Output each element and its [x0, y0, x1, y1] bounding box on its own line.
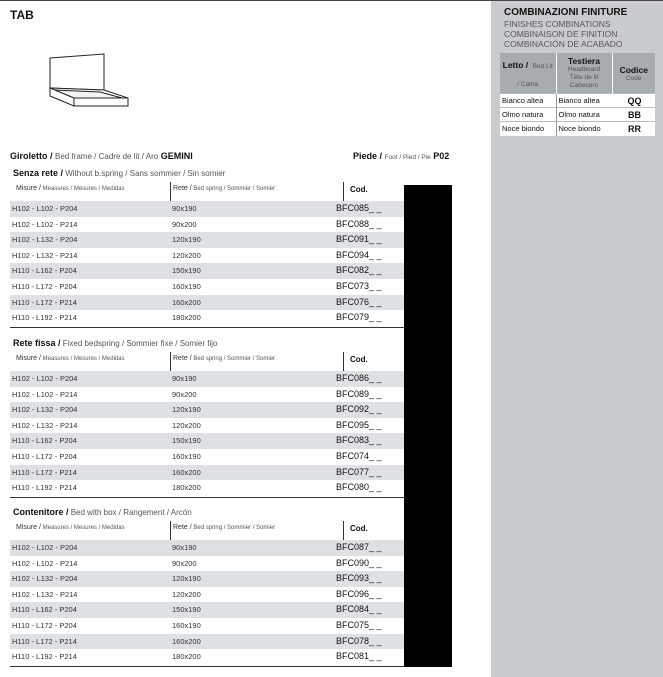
measure-cell: H102 - L102 - P204 [12, 204, 78, 213]
measure-cell: H110 - L192 - P214 [12, 313, 77, 323]
spring-cell: 120x200 [172, 589, 201, 599]
measure-cell: H102 - L102 - P214 [12, 558, 78, 568]
spring-cell: 150x190 [172, 436, 201, 446]
measure-cell: H102 - L132 - P214 [12, 589, 78, 599]
column-header: Cod. [350, 185, 368, 194]
section-rows [10, 201, 404, 326]
measure-cell: H102 - L102 - P204 [12, 543, 78, 552]
spring-cell: 90x190 [172, 543, 197, 552]
spring-cell: 160x190 [172, 620, 201, 630]
table-row [10, 602, 404, 618]
table-row [10, 263, 404, 279]
code-cell: BFC086_ _ [336, 373, 382, 383]
finishes-header [504, 7, 627, 49]
table-row [10, 618, 404, 634]
spring-cell: 120x190 [172, 574, 201, 584]
measure-cell: H110 - L172 - P204 [12, 451, 77, 461]
code-cell: BFC092_ _ [336, 404, 382, 415]
code-cell: BFC082_ _ [336, 265, 382, 276]
code-cell: BFC073_ _ [336, 280, 382, 291]
table-row [10, 556, 404, 572]
section-rows [10, 540, 404, 665]
spring-cell: 120x190 [172, 405, 201, 415]
spring-cell: 180x200 [172, 652, 201, 662]
table-row [10, 634, 404, 650]
spring-cell: 120x200 [172, 250, 201, 260]
code-cell: BFC076_ _ [336, 296, 382, 307]
code-cell: BFC084_ _ [336, 604, 382, 615]
column-header: Misure / Measures / Mesures / Medidas [16, 185, 125, 192]
measure-cell: H110 - L172 - P214 [12, 636, 77, 646]
spring-cell: 180x200 [172, 483, 201, 493]
measure-cell: H102 - L132 - P204 [12, 574, 78, 584]
measure-cell: H102 - L102 - P204 [12, 374, 78, 383]
spring-cell: 160x200 [172, 297, 201, 307]
code-cell: BFC085_ _ [336, 203, 382, 213]
spring-cell: 160x200 [172, 467, 201, 477]
spring-cell: 90x200 [172, 558, 197, 568]
code-cell: BFC094_ _ [336, 249, 382, 260]
table-row [10, 371, 404, 387]
column-header: Rete / Bed spring / Sommier / Somier [173, 524, 276, 531]
spring-cell: 160x190 [172, 281, 201, 291]
measure-cell: H102 - L132 - P214 [12, 250, 78, 260]
table-row [10, 449, 404, 465]
bed-illustration [44, 52, 130, 124]
section-title: Rete fissa / Fixed bedspring / Sommier fixe / Somier fijo [13, 338, 218, 348]
table-row [10, 480, 404, 496]
section-title: Contenitore / Bed with box / Rangement / Arcón [13, 507, 192, 517]
table-row [10, 387, 404, 403]
section-bottom-rule [10, 666, 404, 667]
measure-cell: H102 - L102 - P214 [12, 389, 78, 399]
column-divider [170, 182, 171, 201]
column-divider [343, 352, 344, 371]
measure-cell: H110 - L172 - P204 [12, 281, 77, 291]
measure-cell: H102 - L132 - P204 [12, 235, 78, 245]
column-header: Misure / Measures / Mesures / Medidas [16, 524, 125, 531]
measure-cell: H110 - L162 - P204 [12, 436, 77, 446]
code-cell: BFC078_ _ [336, 635, 382, 646]
column-header: Rete / Bed spring / Sommier / Somier [173, 355, 276, 362]
codice-header: Codice Code [619, 64, 648, 82]
finish-row: Olmo natura Olmo natura BB [500, 108, 655, 122]
spring-cell: 120x190 [172, 235, 201, 245]
column-divider [343, 182, 344, 201]
column-divider [170, 521, 171, 540]
finishes-header-row [500, 53, 655, 94]
frame-heading: Giroletto / Bed frame / Cadre de lit / Aro GEMINI [10, 151, 193, 161]
code-cell: BFC088_ _ [336, 218, 382, 229]
code-cell: BFC075_ _ [336, 619, 382, 630]
spring-cell: 180x200 [172, 313, 201, 323]
code-cell: BFC081_ _ [336, 651, 382, 662]
measure-cell: H110 - L162 - P204 [12, 605, 77, 615]
finishes-panel [491, 1, 663, 677]
table-row [10, 310, 404, 326]
measure-cell: H110 - L192 - P214 [12, 483, 77, 493]
finishes-subtitle-fr: COMBINAISON DE FINITION [504, 29, 618, 39]
code-cell: BFC080_ _ [336, 482, 382, 493]
spring-cell: 150x190 [172, 266, 201, 276]
table-row [10, 279, 404, 295]
measure-cell: H102 - L102 - P214 [12, 219, 78, 229]
finishes-subtitle-es: COMBINACIÓN DE ACABADO [504, 39, 623, 49]
table-row [10, 217, 404, 233]
spring-cell: 120x200 [172, 420, 201, 430]
finishes-table [500, 53, 655, 136]
table-row [10, 201, 404, 217]
column-divider [343, 521, 344, 540]
code-cell: BFC079_ _ [336, 312, 382, 323]
measure-cell: H110 - L172 - P214 [12, 467, 77, 477]
code-cell: BFC087_ _ [336, 542, 382, 552]
measure-cell: H110 - L172 - P214 [12, 297, 77, 307]
section-table [10, 507, 404, 667]
finish-row: Bianco altea Bianco altea QQ [500, 94, 655, 108]
measure-cell: H102 - L132 - P204 [12, 405, 78, 415]
spring-cell: 90x190 [172, 204, 197, 213]
code-cell: BFC096_ _ [336, 588, 382, 599]
section-title: Senza rete / Without b.spring / Sans sommier / Sin somier [13, 168, 226, 178]
code-cell: BFC077_ _ [336, 466, 382, 477]
table-row [10, 571, 404, 587]
table-row [10, 433, 404, 449]
measure-cell: H102 - L132 - P214 [12, 420, 78, 430]
spring-cell: 90x200 [172, 219, 197, 229]
table-row [10, 418, 404, 434]
code-cell: BFC091_ _ [336, 234, 382, 245]
column-divider [170, 352, 171, 371]
code-cell: BFC093_ _ [336, 573, 382, 584]
measure-cell: H110 - L172 - P204 [12, 620, 77, 630]
table-row [10, 465, 404, 481]
spring-cell: 160x200 [172, 636, 201, 646]
spring-cell: 160x190 [172, 451, 201, 461]
table-row [10, 540, 404, 556]
spring-cell: 90x190 [172, 374, 197, 383]
column-header: Misure / Measures / Mesures / Medidas [16, 355, 125, 362]
section-bottom-rule [10, 497, 404, 498]
section-rows [10, 371, 404, 496]
page-title: TAB [10, 8, 34, 22]
color-strip [404, 185, 452, 667]
spring-cell: 90x200 [172, 389, 197, 399]
measure-cell: H110 - L162 - P204 [12, 266, 77, 276]
testiera-header: Testiera Headboard Tête de lit Cabecero [556, 53, 612, 94]
code-cell: BFC089_ _ [336, 388, 382, 399]
table-row [10, 649, 404, 665]
section-table [10, 338, 404, 498]
table-row [10, 295, 404, 311]
code-cell: BFC095_ _ [336, 419, 382, 430]
column-header: Cod. [350, 524, 368, 533]
column-header: Rete / Bed spring / Sommier / Somier [173, 185, 276, 192]
code-cell: BFC090_ _ [336, 557, 382, 568]
spring-cell: 150x190 [172, 605, 201, 615]
table-row [10, 232, 404, 248]
measure-cell: H110 - L192 - P214 [12, 652, 77, 662]
finishes-title: COMBINAZIONI FINITURE [504, 7, 628, 18]
section-table [10, 168, 404, 328]
column-header: Cod. [350, 355, 368, 364]
code-cell: BFC083_ _ [336, 435, 382, 446]
code-cell: BFC074_ _ [336, 450, 382, 461]
table-row [10, 587, 404, 603]
table-row [10, 402, 404, 418]
section-bottom-rule [10, 327, 404, 328]
finishes-subtitle-en: FINISHES COMBINATIONS [504, 19, 611, 29]
finish-row: Noce biondo Noce biondo RR [500, 122, 655, 136]
table-row [10, 248, 404, 264]
foot-heading: Piede / Foot / Pied / Pie P02 [353, 151, 450, 161]
letto-header: Letto / Bed Lit / Cama [500, 53, 556, 94]
